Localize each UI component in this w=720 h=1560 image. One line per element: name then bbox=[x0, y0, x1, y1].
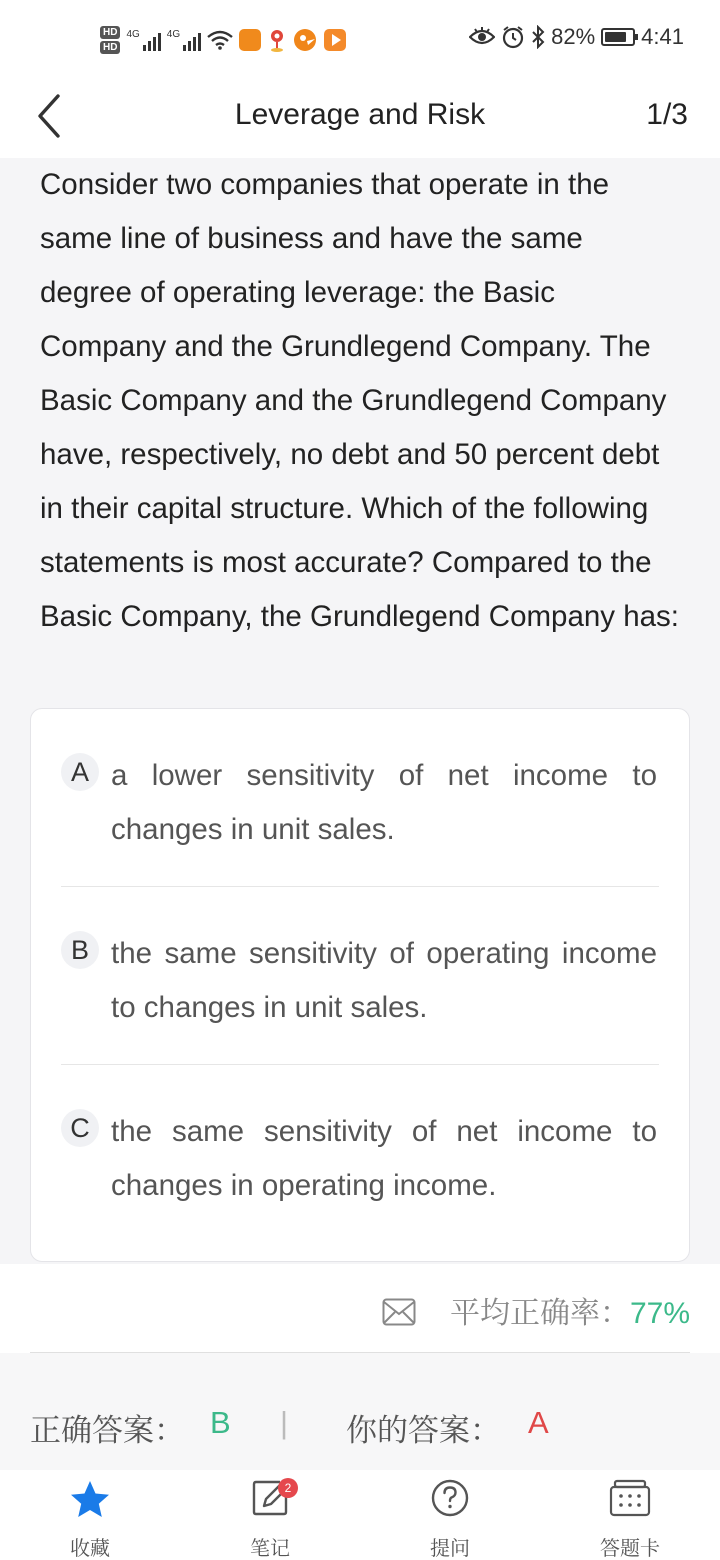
bluetooth-icon bbox=[531, 25, 545, 49]
average-accuracy-label: 平均正确率： bbox=[449, 1297, 630, 1330]
orange-play-icon bbox=[323, 28, 347, 52]
nav-notes-label: 笔记 bbox=[250, 1538, 290, 1560]
alarm-icon bbox=[501, 25, 525, 49]
wifi-icon bbox=[207, 30, 233, 50]
answer-separator: | bbox=[280, 1405, 289, 1440]
signal-icon bbox=[167, 29, 201, 51]
nav-header bbox=[0, 80, 720, 158]
battery-fill bbox=[605, 32, 626, 42]
option-a[interactable] bbox=[61, 709, 659, 887]
hd-bottom: HD bbox=[100, 41, 120, 54]
orange-bird-app-icon bbox=[293, 28, 317, 52]
option-text: a lower sensitivity of net income to changes in unit sales. bbox=[111, 759, 657, 846]
correct-answer-value: B bbox=[210, 1405, 231, 1440]
option-c[interactable] bbox=[61, 1065, 659, 1243]
options-card bbox=[30, 708, 690, 1262]
correct-answer-label: 正确答案： bbox=[30, 1413, 185, 1448]
option-b[interactable] bbox=[61, 887, 659, 1065]
star-icon bbox=[68, 1478, 112, 1522]
nav-favorite[interactable] bbox=[0, 1470, 180, 1560]
battery-percent: 82% bbox=[551, 24, 596, 49]
answer-summary bbox=[0, 1353, 720, 1470]
nav-ask[interactable] bbox=[360, 1470, 540, 1560]
your-answer-label: 你的答案： bbox=[346, 1413, 501, 1448]
average-accuracy bbox=[450, 1288, 690, 1332]
option-text: the same sensitivity of operating income to changes in unit sales. bbox=[111, 937, 657, 1024]
nav-answer-card[interactable] bbox=[540, 1470, 720, 1560]
question-text: Consider two companies that operate in the same line of business and have the same degree of operating leverage: the Basic Company and the Grundlegend Company. The Basic Company and the Grundlegend Company have, respectively, no debt and 50 percent debt in their capital structure. Which of the following statements is most accurate? Compared to the Basic Company, the Grundlegend Company has: bbox=[40, 168, 679, 633]
nav-favorite-label: 收藏 bbox=[70, 1538, 110, 1560]
eye-icon bbox=[469, 27, 495, 47]
clock: 4:41 bbox=[641, 24, 684, 49]
question-progress: 1/3 bbox=[646, 98, 688, 131]
status-left bbox=[100, 20, 347, 60]
option-letter: C bbox=[61, 1109, 99, 1147]
option-text: the same sensitivity of net income to changes in operating income. bbox=[111, 1115, 657, 1202]
status-right bbox=[469, 24, 684, 50]
page-title: Leverage and Risk bbox=[234, 98, 486, 131]
nav-answer-card-label: 答题卡 bbox=[600, 1538, 660, 1560]
bottom-nav bbox=[0, 1470, 720, 1560]
hd-indicator bbox=[100, 26, 120, 54]
nav-notes[interactable] bbox=[180, 1470, 360, 1560]
option-letter: A bbox=[61, 753, 99, 791]
nav-ask-label: 提问 bbox=[430, 1538, 470, 1560]
signal-icon bbox=[126, 29, 160, 51]
hd-top: HD bbox=[100, 26, 120, 39]
signal-type-2: 4G bbox=[166, 29, 181, 40]
accuracy-stats bbox=[0, 1264, 720, 1352]
battery-icon bbox=[601, 28, 635, 46]
answer-card-icon bbox=[609, 1478, 651, 1518]
envelope-icon[interactable] bbox=[382, 1298, 416, 1326]
question-icon bbox=[430, 1478, 470, 1518]
orange-app-icon bbox=[239, 29, 261, 51]
signal-type-1: 4G bbox=[126, 29, 140, 40]
average-accuracy-value: 77% bbox=[629, 1297, 690, 1330]
question-area bbox=[0, 158, 720, 1264]
option-letter: B bbox=[61, 931, 99, 969]
map-pin-icon bbox=[267, 28, 287, 52]
your-answer-value: A bbox=[528, 1405, 549, 1440]
notes-badge: 2 bbox=[278, 1478, 298, 1498]
status-bar bbox=[0, 0, 720, 80]
